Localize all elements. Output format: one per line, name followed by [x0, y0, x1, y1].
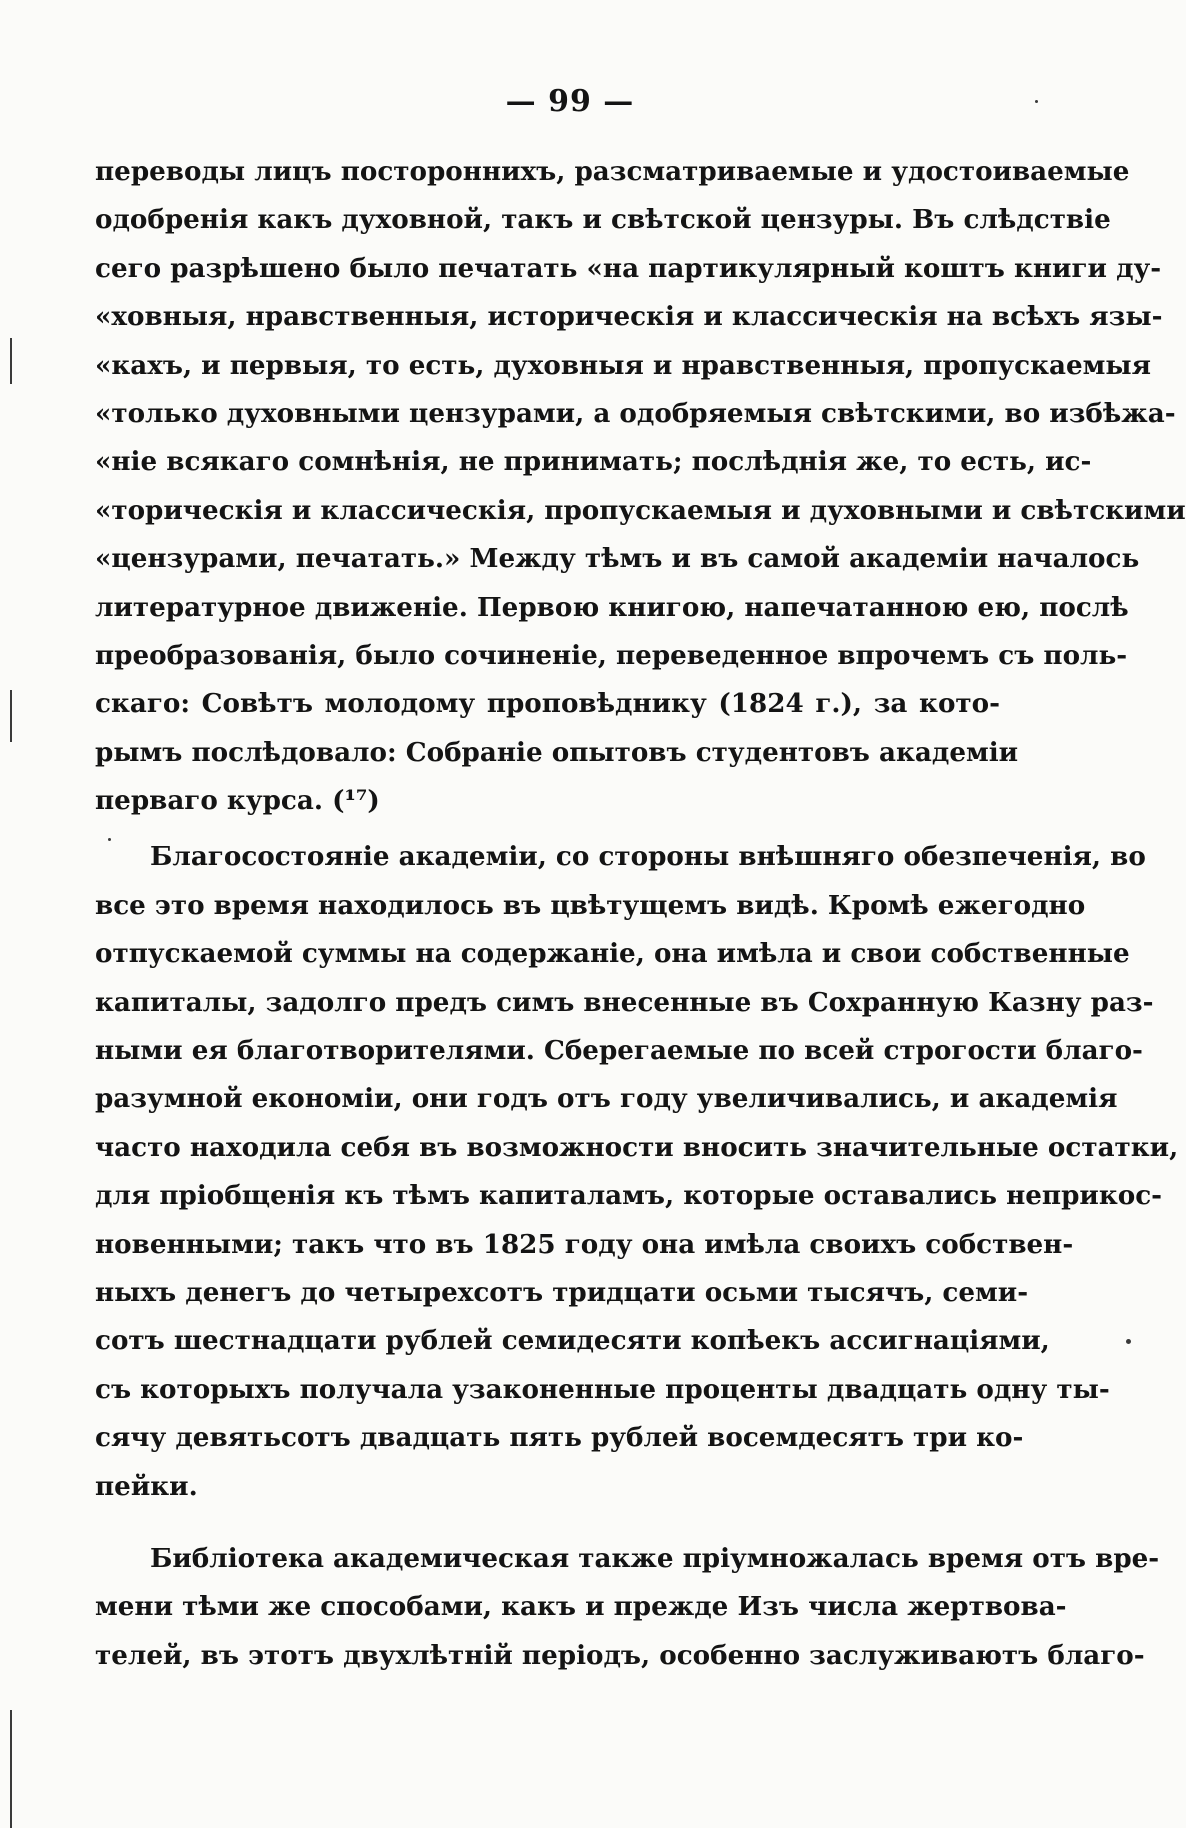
text-line: новенными; такъ что въ 1825 году она имѣла своихъ собствен-	[95, 1228, 1074, 1260]
text-line: сего разрѣшено было печатать «на партикулярный коштъ книги ду-	[95, 252, 1162, 284]
text-line: все это время находилось въ цвѣтущемъ видѣ. Кромѣ ежегодно	[95, 889, 1086, 921]
text-line: пейки.	[95, 1470, 198, 1502]
text-line: перваго курса. (¹⁷)	[95, 785, 380, 817]
text-line: ныхъ денегъ до четырехсотъ тридцати осьми тысячъ, семи-	[95, 1276, 1029, 1308]
text-line: «только духовными цензурами, а одобряемыя свѣтскими, во избѣжа-	[95, 397, 1176, 429]
text-line: часто находила себя въ возможности вносить значительные остатки,	[95, 1131, 1179, 1163]
text-line: одобренія какъ духовной, такъ и свѣтской цензуры. Въ слѣдствіе	[95, 204, 1111, 236]
text-line: «кахъ, и первыя, то есть, духовныя и нравственныя, пропускаемыя	[95, 349, 1152, 381]
text-line: «ніе всякаго сомнѣнія, не принимать; послѣднія же, то есть, ис-	[95, 446, 1092, 478]
text-line: «ховныя, нравственныя, историческія и классическія на всѣхъ язы-	[95, 301, 1163, 333]
text-line: переводы лицъ постороннихъ, разсматриваемые и удостоиваемые	[95, 156, 1130, 187]
text-line: литературное движеніе. Первою книгою, напечатанною ею, послѣ	[95, 591, 1129, 623]
scan-edge-mark	[10, 338, 12, 384]
text-line: Благосостояніе академіи, со стороны внѣшняго обезпеченія, во	[150, 841, 1146, 873]
text-line: капиталы, задолго предъ симъ внесенные въ Сохранную Казну раз-	[95, 986, 1154, 1018]
text-line: скаго: Совѣтъ молодому проповѣднику (1824 г.), за кото-	[95, 688, 1000, 720]
page-number: — 99 —	[505, 84, 635, 119]
text-line: «цензурами, печатать.» Между тѣмъ и въ самой академіи началось	[95, 543, 1140, 575]
text-line: мени тѣми же способами, какъ и прежде Изъ числа жертвова-	[95, 1591, 1067, 1623]
scan-dot	[1126, 1339, 1131, 1344]
body-text	[95, 148, 1186, 1680]
text-line: разумной економіи, они годъ отъ году увеличивались, и академія	[95, 1083, 1118, 1115]
scan-edge-mark	[10, 1710, 12, 1828]
scan-edge-mark	[10, 690, 12, 742]
text-line: сотъ шестнадцати рублей семидесяти копѣекъ ассигнаціями,	[95, 1325, 1050, 1357]
text-line: телей, въ этотъ двухлѣтній періодъ, особенно заслуживаютъ благо-	[95, 1639, 1145, 1671]
text-line: преобразованія, было сочиненіе, переведенное впрочемъ съ поль-	[95, 639, 1128, 671]
text-line: ными ея благотворителями. Сберегаемые по всей строгости благо-	[95, 1035, 1143, 1067]
text-line: сячу девятьсотъ двадцать пять рублей восемдесятъ три ко-	[95, 1422, 1024, 1454]
text-line: отпускаемой суммы на содержаніе, она имѣла и свои собственные	[95, 938, 1130, 970]
text-line: съ которыхъ получала узаконенные проценты двадцать одну ты-	[95, 1373, 1110, 1405]
text-line: «торическія и классическія, пропускаемыя и духовными и свѣтскими	[95, 494, 1186, 526]
text-line: для пріобщенія къ тѣмъ капиталамъ, которые оставались неприкос-	[95, 1180, 1163, 1212]
text-line: Библіотека академическая также пріумножалась время отъ вре-	[150, 1542, 1160, 1574]
text-line: рымъ послѣдовало: Собраніе опытовъ студентовъ академіи	[95, 736, 1019, 768]
